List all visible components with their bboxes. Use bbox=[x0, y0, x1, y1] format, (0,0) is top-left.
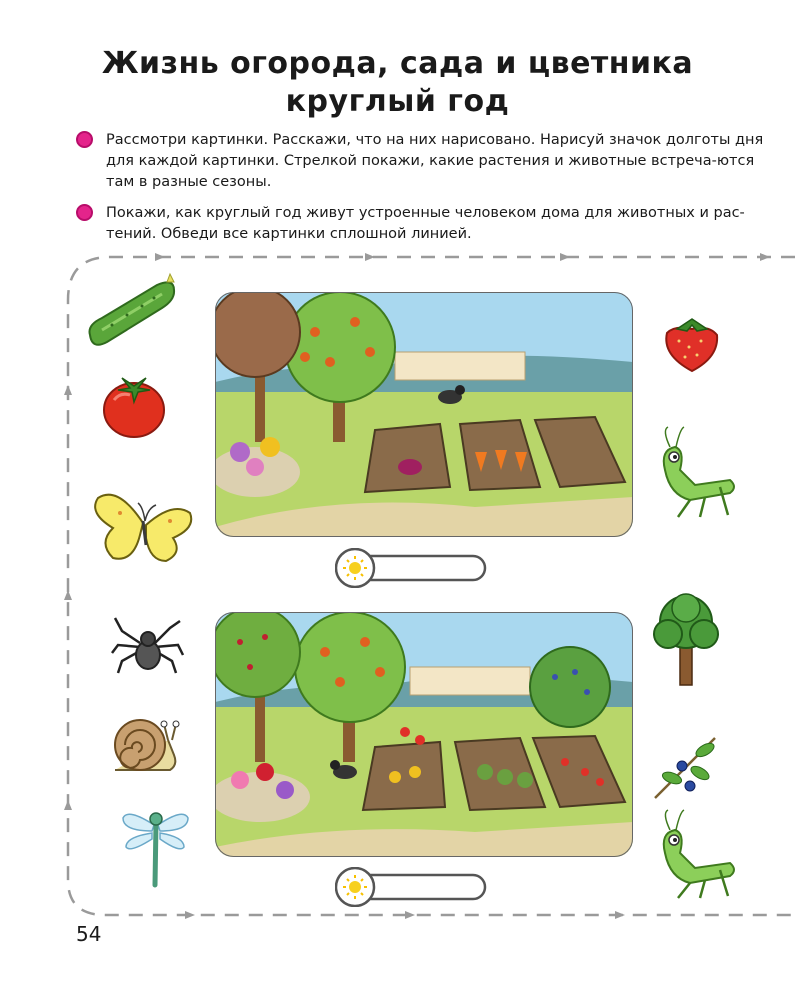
task-1 bbox=[76, 130, 766, 193]
title-line-1: Жизнь огорода, сада и цветника bbox=[101, 46, 694, 81]
garden-beds bbox=[365, 417, 625, 492]
butterfly-icon bbox=[88, 483, 198, 578]
grasshopper-icon bbox=[650, 808, 740, 900]
arrow-icon bbox=[155, 253, 770, 261]
garden-scene-summer bbox=[215, 612, 633, 857]
bullet-icon bbox=[76, 131, 93, 148]
spider-icon bbox=[110, 613, 185, 678]
page-number: 54 bbox=[76, 922, 102, 946]
garden-scene-autumn bbox=[215, 292, 633, 537]
task-2 bbox=[76, 203, 766, 245]
task-1-text: Рассмотри картинки. Расскажи, что на них нарисовано. Нарисуй значок долготы дня для каждой картинки. Стрелкой покажи, какие растения и животные встреча-ются там в разные сезоны. bbox=[106, 132, 764, 190]
cucumber-icon bbox=[82, 270, 182, 355]
title-line-2: круглый год bbox=[285, 84, 510, 119]
tree-icon bbox=[650, 592, 722, 687]
bush bbox=[530, 647, 610, 727]
task-2-text: Покажи, как круглый год живут устроенные человеком дома для животных и рас-тений. Обведи все картинки сплошной линией. bbox=[106, 205, 745, 242]
strawberry-icon bbox=[657, 315, 725, 375]
fence bbox=[410, 667, 530, 695]
grasshopper-icon bbox=[650, 425, 740, 520]
day-length-scale[interactable] bbox=[335, 548, 490, 588]
bullet-icon bbox=[76, 204, 93, 221]
dragonfly-icon bbox=[118, 803, 190, 888]
blueberry-branch-icon bbox=[650, 728, 720, 808]
tomato-icon bbox=[100, 368, 168, 440]
fence bbox=[395, 352, 525, 380]
snail-icon bbox=[110, 710, 182, 778]
day-length-scale[interactable] bbox=[335, 867, 490, 907]
page-title bbox=[0, 45, 795, 121]
